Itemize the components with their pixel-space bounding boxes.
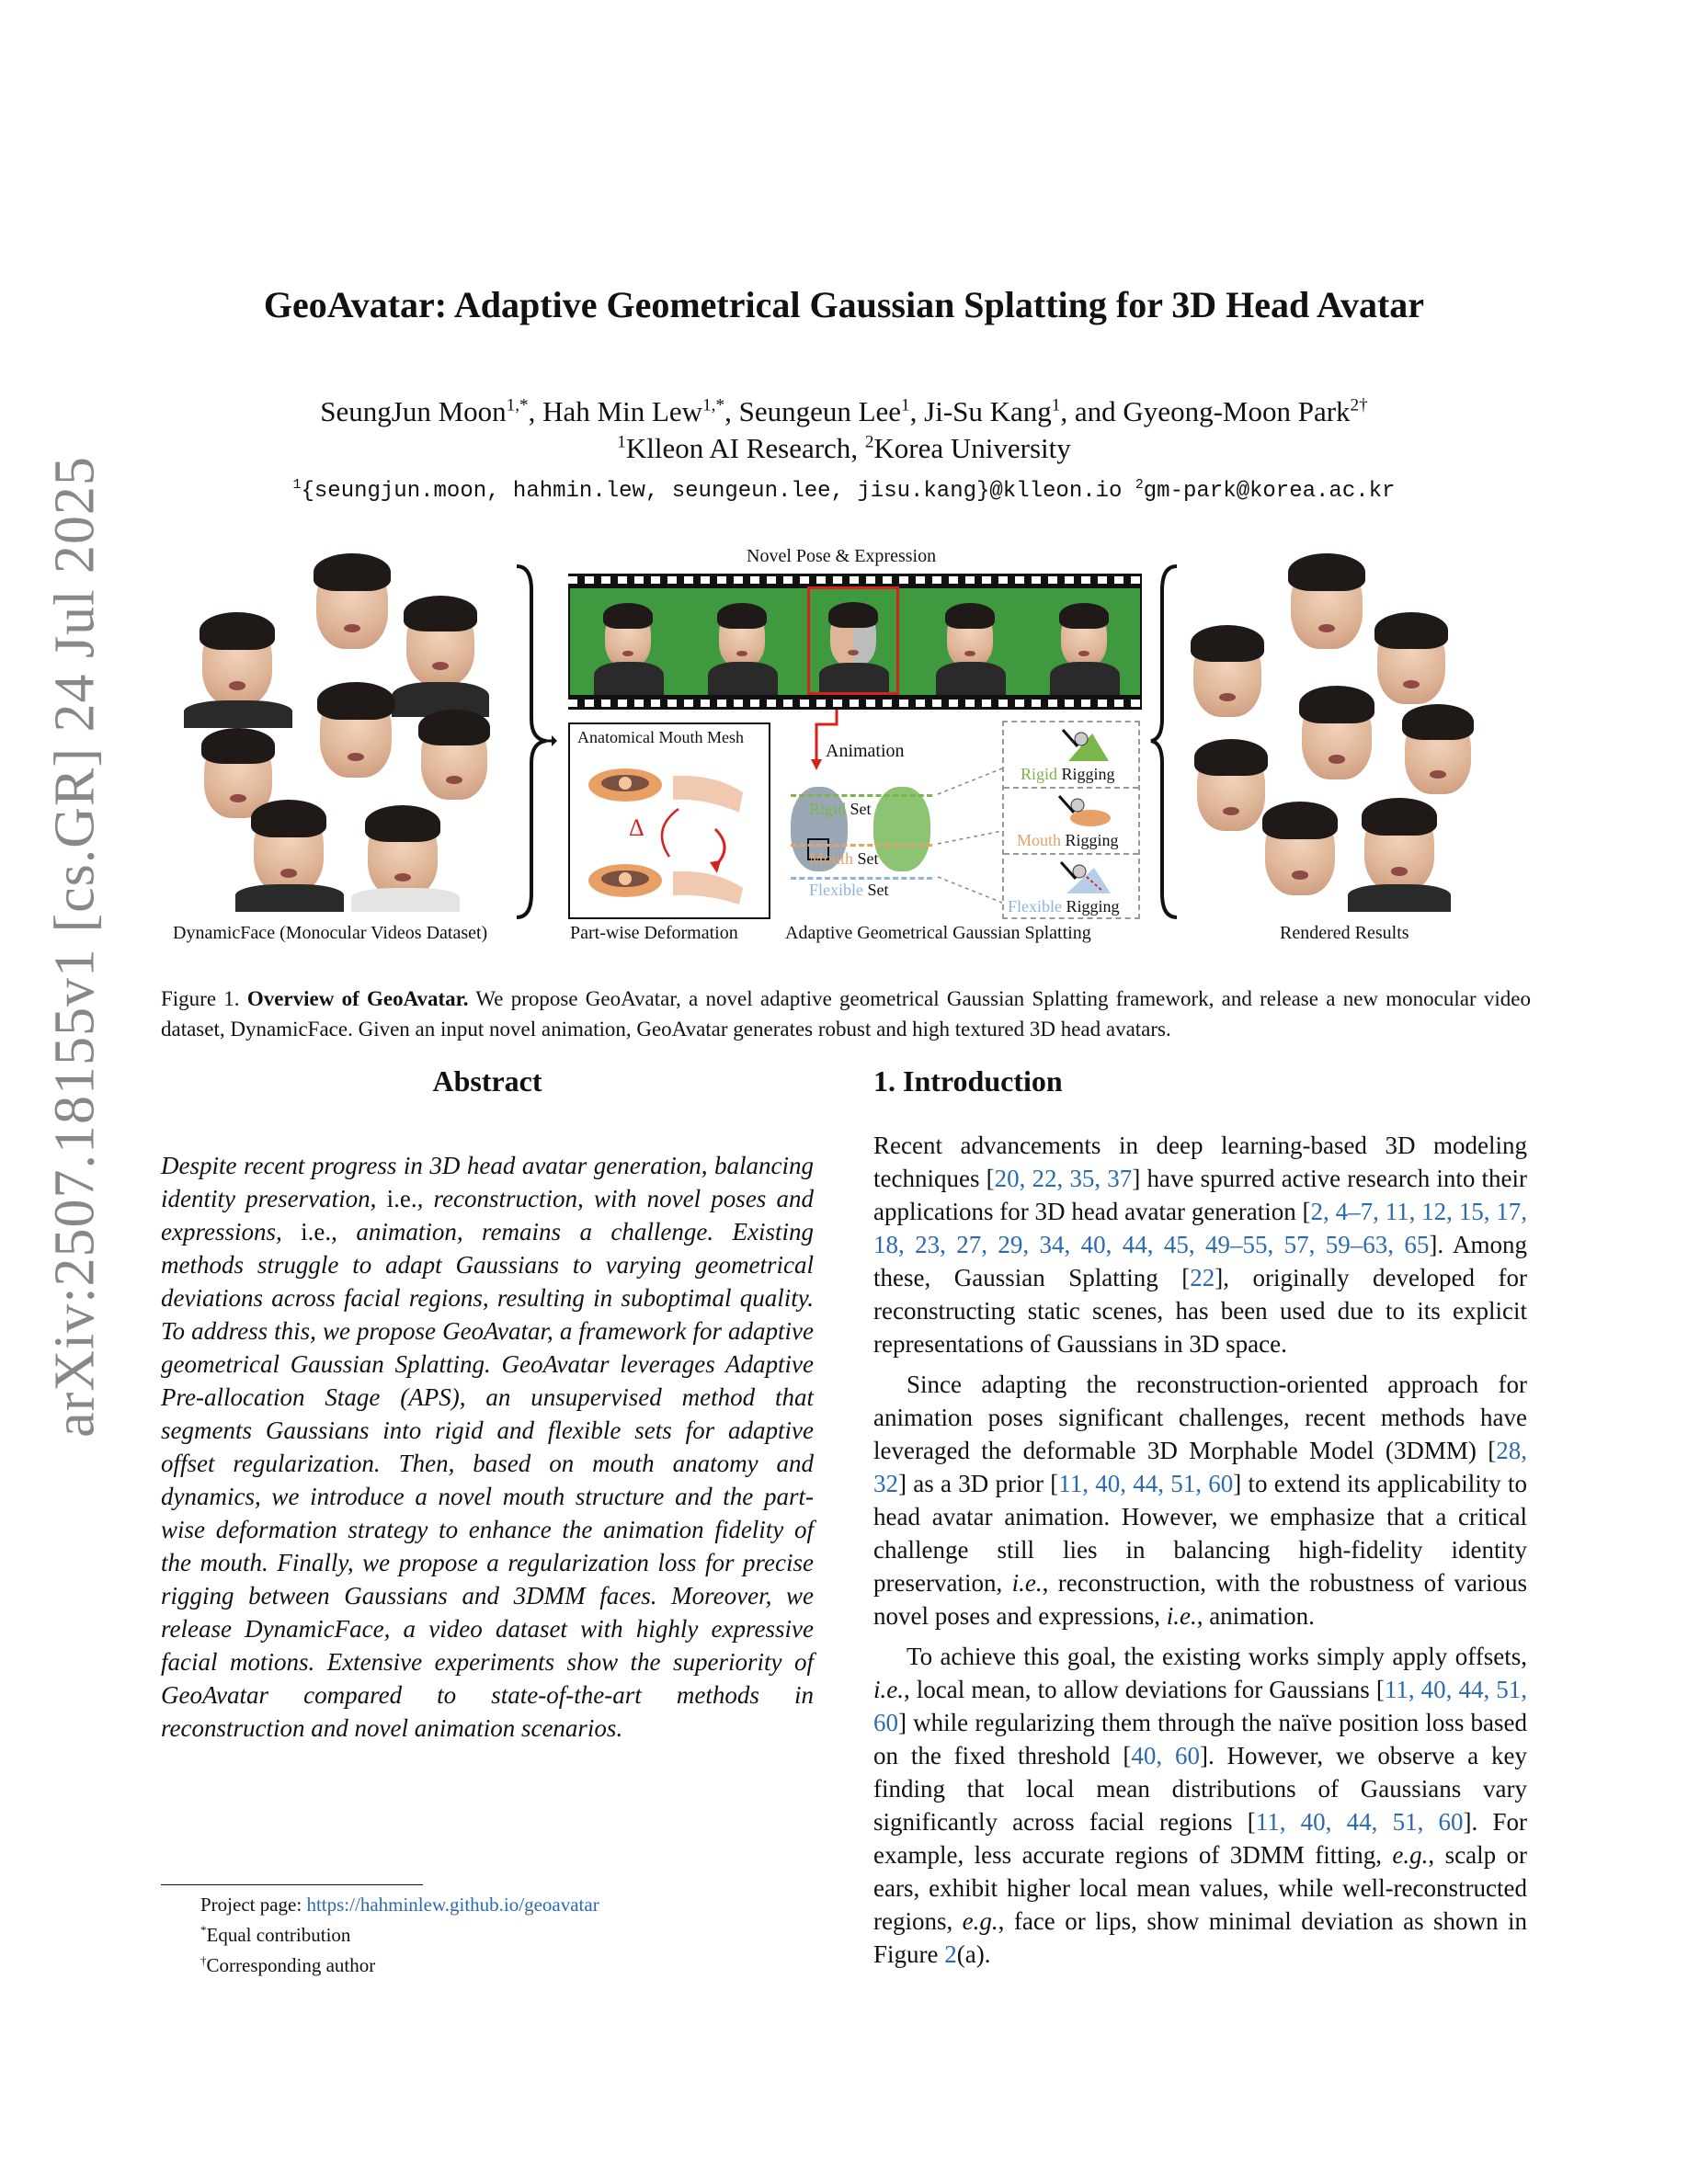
rigid-rigging-icon (1050, 726, 1114, 765)
citation-link[interactable]: 22 (1190, 1264, 1215, 1291)
mouth-set-label (809, 849, 879, 869)
rigging-word: Rigging (1061, 765, 1115, 783)
shirt-shape (184, 700, 292, 728)
citation-link[interactable]: 28, 32 (873, 1437, 1527, 1497)
flexible-word: Flexible (1008, 897, 1062, 916)
abstract-body (161, 1149, 814, 1745)
face-photo (202, 618, 272, 706)
label-partwise: Part-wise Deformation (570, 923, 738, 943)
intro-text: ] while regularizing them through the naïve position loss based on the fixed threshold [ (873, 1709, 1527, 1769)
intro-text: (a). (956, 1940, 991, 1968)
equal-text: Equal contribution (206, 1924, 351, 1946)
project-label: Project page: (200, 1894, 302, 1916)
frame-face (605, 607, 651, 667)
author-list: SeungJun Moon$^{1,*}$, Hah Min Lew$^{1,*}$, Seungeun Lee$^1$, Ji-Su Kang$^1$, and Gyeong-Moon Park$^{2\dagger}$ (320, 395, 1368, 427)
film-perforations-bottom (568, 700, 1142, 707)
author-affil-mark: 1 (901, 395, 910, 415)
affil-mark: 1 (617, 432, 626, 452)
flexible-rigging-icon (1050, 859, 1114, 897)
abstract-text: , animation, remains a challenge. Existing methods struggle to adapt Gaussians to varying geometrical deviations across facial regions, resulting in suboptimal quality. To address this, we propose GeoAvatar, a framework for adaptive geometrical Gaussian Splatting. GeoAvatar leverages Adaptive Pre-allocation Stage (APS), an unsupervised method that segments Gaussians into rigid and flexible sets for adaptive offset regularization. Then, based on mouth anatomy and dynamics, we introduce a novel mouth structure and the part-wise deformation strategy to enhance the animation fidelity of the mouth. Finally, we propose a regularization loss for precise rigging between Gaussians and 3DMM faces. Moreover, we release DynamicFace, a video dataset with highly expressive facial motions. Extensive experiments show the superiority of GeoAvatar compared to state-of-the-art methods in reconstruction and novel animation scenarios. (161, 1218, 814, 1742)
face-photo (1302, 691, 1372, 779)
frame-shirt (594, 662, 664, 695)
frame-face (830, 606, 876, 666)
rigging-word: Rigging (1066, 897, 1120, 916)
rigid-word: Rigid (1021, 765, 1058, 783)
face-photo (1197, 745, 1265, 831)
right-brace (1149, 563, 1182, 921)
left-brace (511, 563, 557, 921)
author-affil-mark: 2† (1350, 395, 1368, 415)
intro-paragraph (873, 1129, 1527, 1360)
flexible-rigging-label (1008, 897, 1120, 916)
frame-shirt (819, 663, 889, 692)
footnote-rule (161, 1884, 423, 1885)
label-rendered: Rendered Results (1280, 923, 1409, 943)
author-name: Hah Min Lew (542, 395, 703, 427)
paper-title: GeoAvatar: Adaptive Geometrical Gaussian Splatting for 3D Head Avatar (263, 284, 1425, 325)
dataset-face-collage (171, 553, 511, 917)
intro-text: , scalp or ears, exhibit higher local mean values, while well-reconstructed regions, (873, 1841, 1527, 1935)
intro-text: ] to extend its applicability to head avatar animation. However, we emphasize that a critical challenge still lies in balancing high-fidelity identity preservation, (873, 1470, 1527, 1597)
email-mark: 1 (292, 478, 302, 493)
intro-text: To achieve this goal, the existing works simply apply offsets, (907, 1643, 1527, 1670)
rigging-word: Rigging (1065, 831, 1119, 849)
face-photo (1193, 631, 1261, 717)
mouth-mesh-title: Anatomical Mouth Mesh (577, 728, 744, 746)
corr-mark: † (200, 1953, 207, 1967)
animation-arrow (805, 708, 861, 772)
footnotes (200, 1892, 599, 1978)
label-dataset: DynamicFace (Monocular Videos Dataset) (173, 923, 488, 943)
intro-paragraph (873, 1368, 1527, 1632)
mouth-rigging-label (1017, 831, 1119, 850)
mouth-word: Mouth (1017, 831, 1062, 849)
footnote-equal (200, 1917, 599, 1948)
abstract-text: , reconstruction, with novel poses and expressions, (161, 1185, 814, 1246)
mouth-rigging-panel (1004, 789, 1138, 855)
abstract-ie: i.e. (301, 1218, 332, 1246)
caption-bold: Overview of GeoAvatar. (246, 987, 469, 1010)
flexible-rigging-panel (1004, 855, 1138, 919)
green-screen-frames (570, 588, 1140, 695)
author-name: Seungeun Lee (738, 395, 902, 427)
citation-link[interactable]: 20, 22, 35, 37 (994, 1165, 1133, 1192)
frame-shirt (936, 662, 1006, 695)
set-word: Set (867, 881, 889, 899)
project-page-link[interactable]: https://hahminlew.github.io/geoavatar (306, 1894, 599, 1916)
footnote-corresponding (200, 1948, 599, 1978)
animation-label: Animation (826, 741, 905, 761)
intro-text: ]. However, we observe a key finding that local mean distributions of Gaussians vary significantly across facial regions [ (873, 1742, 1527, 1836)
intro-text: , face or lips, show minimal deviation as shown in Figure (873, 1907, 1527, 1968)
footnote-project (200, 1892, 599, 1917)
author-emails (0, 478, 1688, 504)
face-photo (1265, 807, 1335, 895)
set-word: Set (850, 800, 872, 818)
figure-reference-link[interactable]: 2 (944, 1940, 957, 1968)
highlighted-frame (807, 586, 899, 695)
author-conjunction: and (1074, 395, 1116, 427)
film-perforations-top (568, 576, 1142, 584)
face-photo (316, 559, 388, 649)
intro-eg: e.g. (1392, 1841, 1429, 1869)
film-strip-title: Novel Pose & Expression (747, 546, 937, 566)
flexible-set-guide (791, 877, 932, 880)
mouth-word: Mouth (809, 849, 854, 868)
face-photo (320, 688, 392, 778)
equal-mark: * (200, 1923, 207, 1937)
citation-link[interactable]: 11, 40, 44, 51, 60 (873, 1676, 1527, 1736)
intro-ie: i.e. (1011, 1569, 1043, 1597)
abstract-ie: i.e. (386, 1185, 417, 1212)
rendered-face-collage (1182, 553, 1513, 917)
rigid-rigging-panel (1004, 722, 1138, 789)
intro-text: ]. For example, less accurate regions of 3DMM fitting, (873, 1808, 1528, 1869)
email-group-1: {seungjun.moon, hahmin.lew, seungeun.lee, jisu.kang}@klleon.io (301, 479, 1123, 504)
intro-text: Recent advancements in deep learning-based 3D modeling techniques [ (873, 1132, 1527, 1192)
face-photo (1405, 710, 1471, 794)
frame-face (1061, 607, 1107, 667)
figure-caption (161, 984, 1531, 1044)
author-affil-mark: 1 (1051, 395, 1061, 415)
rigging-connectors (934, 767, 1004, 904)
rigid-set-guide (791, 794, 932, 797)
abstract-heading: Abstract (432, 1064, 542, 1098)
set-word: Set (857, 849, 879, 868)
arxiv-identifier-stamp: arXiv:2507.18155v1 [cs.GR] 24 Jul 2025 (43, 456, 107, 1438)
author-name: Gyeong-Moon Park (1123, 395, 1351, 427)
mouth-mesh-box (568, 722, 770, 919)
face-photo (1291, 559, 1363, 649)
flexible-set-label (809, 881, 889, 900)
citation-link[interactable]: 11, 40, 44, 51, 60 (1058, 1470, 1234, 1497)
face-photo (254, 805, 324, 893)
head-green (873, 787, 930, 871)
introduction-heading: 1. Introduction (873, 1064, 1063, 1098)
intro-text: ]. Among these, Gaussian Splatting [ (873, 1231, 1528, 1291)
face-photo (406, 601, 474, 686)
citation-link[interactable]: 11, 40, 44, 51, 60 (1255, 1808, 1464, 1836)
film-strip (568, 574, 1142, 710)
face-photo (421, 715, 487, 800)
intro-eg: e.g. (962, 1907, 998, 1935)
shirt-shape (1348, 884, 1451, 912)
intro-text: , local mean, to allow deviations for Gaussians [ (904, 1676, 1385, 1703)
face-photo (368, 811, 438, 897)
face-photo (1377, 618, 1445, 704)
abstract-text: Despite recent progress in 3D head avatar generation, balancing identity preservation, (161, 1152, 814, 1212)
rigid-set-label (809, 800, 872, 819)
mouth-set-guide (791, 844, 932, 847)
email-mark: 2 (1135, 478, 1144, 493)
face-photo (1364, 803, 1434, 892)
author-affil-mark: 1,* (506, 395, 529, 415)
frame-face (947, 607, 993, 667)
rigid-rigging-label (1021, 765, 1115, 784)
gaussian-head-model (781, 776, 938, 923)
caption-label: Figure 1. (161, 987, 240, 1010)
intro-ie: i.e. (1166, 1602, 1197, 1630)
introduction-body (873, 1129, 1527, 1978)
delta-symbol: Δ (629, 814, 644, 841)
rigging-panels (1002, 721, 1140, 919)
frame-shirt (708, 662, 778, 695)
citation-link[interactable]: 2, 4–7, 11, 12, 15, 17, 18, 23, 27, 29, 34, 40, 44, 45, 49–55, 57, 59–63, 65 (873, 1198, 1528, 1258)
shirt-shape (351, 888, 460, 912)
citation-link[interactable]: 40, 60 (1131, 1742, 1200, 1769)
affiliations: $^1$Klleon AI Research, $^2$Korea University (617, 432, 1071, 464)
frame-shirt (1050, 662, 1120, 695)
author-affil-mark: 1,* (702, 395, 725, 415)
intro-text: Since adapting the reconstruction-oriented approach for animation poses significant challenges, recent methods have leveraged the deformable 3D Morphable Model (3DMM) [ (873, 1371, 1527, 1464)
caption-text: We propose GeoAvatar, a novel adaptive geometrical Gaussian Splatting framework, and release a new monocular video dataset, DynamicFace. Given an input novel animation, GeoAvatar generates robust and high textured 3D head avatars. (161, 987, 1531, 1041)
intro-ie: i.e. (873, 1676, 904, 1703)
intro-text: , animation. (1196, 1602, 1315, 1630)
shirt-shape (235, 884, 344, 912)
mouth-rigging-icon (1050, 792, 1114, 831)
label-adaptive: Adaptive Geometrical Gaussian Splatting (785, 923, 1091, 943)
affiliation-1: Klleon AI Research (625, 432, 851, 464)
author-name: Ji-Su Kang (924, 395, 1052, 427)
frame-face (719, 607, 765, 667)
figure-overview (171, 546, 1513, 950)
mouth-mesh-diagram (577, 756, 761, 912)
corr-text: Corresponding author (206, 1954, 376, 1976)
intro-text: ] as a 3D prior [ (898, 1470, 1059, 1497)
email-group-2: gm-park@korea.ac.kr (1143, 479, 1396, 504)
affil-mark: 2 (864, 432, 874, 452)
intro-paragraph (873, 1640, 1527, 1971)
affiliation-2: Korea University (873, 432, 1071, 464)
intro-text: ], originally developed for reconstructing static scenes, has been used due to its explicit representations of Gaussians in 3D space. (873, 1264, 1527, 1358)
rigid-word: Rigid (809, 800, 847, 818)
flexible-word: Flexible (809, 881, 863, 899)
author-name: SeungJun Moon (320, 395, 507, 427)
intro-text: ] have spurred active research into their applications for 3D head avatar generation [ (873, 1165, 1528, 1225)
intro-text: , reconstruction, with the robustness of various novel poses and expressions, (873, 1569, 1528, 1630)
